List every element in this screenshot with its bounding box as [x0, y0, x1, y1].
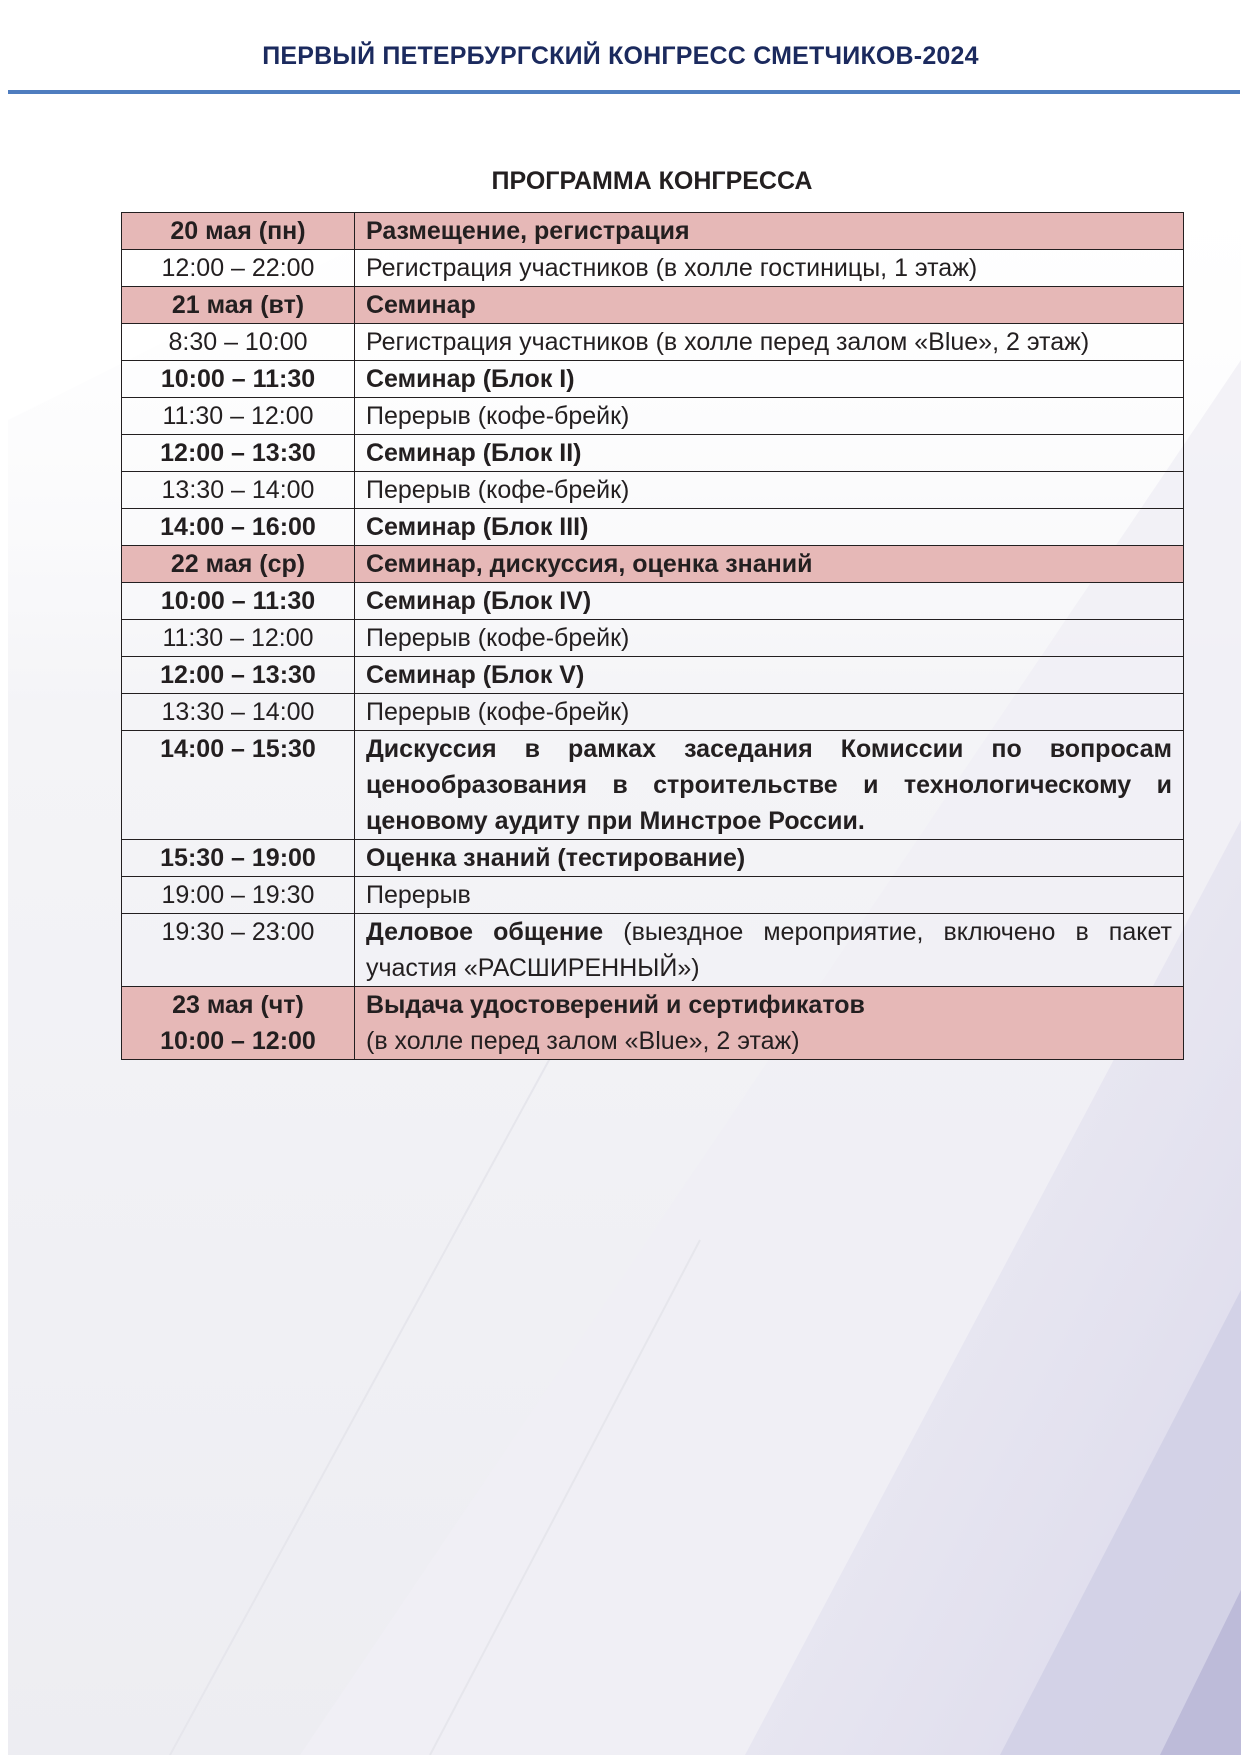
day-label: 23 мая (чт)	[172, 991, 304, 1019]
day-row	[122, 213, 1184, 250]
page-header-title: ПЕРВЫЙ ПЕТЕРБУРГСКИЙ КОНГРЕСС СМЕТЧИКОВ-2024	[262, 42, 979, 70]
day-row	[122, 287, 1184, 324]
day-cell: 20 мая (пн)	[122, 213, 355, 250]
time-cell: 12:00 – 13:30	[122, 435, 355, 472]
event-location: (в холле перед залом «Blue», 2 этаж)	[366, 1027, 800, 1055]
event-cell: Перерыв (кофе-брейк)	[355, 694, 1184, 731]
event-cell: Регистрация участников (в холле перед залом «Blue», 2 этаж)	[355, 324, 1184, 361]
time-cell: 13:30 – 14:00	[122, 472, 355, 509]
time-range: 10:00 – 12:00	[160, 1027, 316, 1055]
day-row	[122, 546, 1184, 583]
time-cell: 19:30 – 23:00	[122, 914, 355, 987]
table-row	[122, 361, 1184, 398]
time-cell: 10:00 – 11:30	[122, 361, 355, 398]
program-table	[121, 212, 1184, 1060]
event-cell: Семинар (Блок III)	[355, 509, 1184, 546]
event-cell: Перерыв (кофе-брейк)	[355, 398, 1184, 435]
time-cell: 19:00 – 19:30	[122, 877, 355, 914]
day-row	[122, 987, 1184, 1060]
page-header	[0, 0, 1241, 96]
time-cell: 11:30 – 12:00	[122, 620, 355, 657]
event-cell: Семинар (Блок IV)	[355, 583, 1184, 620]
day-cell: 22 мая (ср)	[122, 546, 355, 583]
event-note: (выездное мероприятие, включено в пакет участия «РАСШИРЕННЫЙ»)	[366, 918, 1172, 982]
table-row	[122, 620, 1184, 657]
table-row	[122, 472, 1184, 509]
table-row	[122, 250, 1184, 287]
day-cell	[122, 987, 355, 1060]
time-cell: 15:30 – 19:00	[122, 840, 355, 877]
event-cell: Семинар (Блок I)	[355, 361, 1184, 398]
time-cell: 14:00 – 16:00	[122, 509, 355, 546]
event-cell: Семинар (Блок V)	[355, 657, 1184, 694]
day-title-cell: Семинар	[355, 287, 1184, 324]
event-cell: Регистрация участников (в холле гостиницы, 1 этаж)	[355, 250, 1184, 287]
header-divider	[8, 90, 1240, 94]
day-title-cell	[355, 987, 1184, 1060]
table-row	[122, 657, 1184, 694]
time-cell: 11:30 – 12:00	[122, 398, 355, 435]
event-cell: Перерыв (кофе-брейк)	[355, 620, 1184, 657]
table-row	[122, 435, 1184, 472]
event-cell: Семинар (Блок II)	[355, 435, 1184, 472]
event-title: Выдача удостоверений и сертификатов	[366, 991, 865, 1019]
event-title: Деловое общение	[366, 918, 604, 946]
program-section	[121, 160, 1183, 1060]
table-row	[122, 877, 1184, 914]
time-cell: 14:00 – 15:30	[122, 731, 355, 840]
day-title-cell: Семинар, дискуссия, оценка знаний	[355, 546, 1184, 583]
table-row	[122, 509, 1184, 546]
event-cell: Дискуссия в рамках заседания Комиссии по вопросам ценообразования в строительстве и технологическому и ценовому аудиту при Минстрое России.	[355, 731, 1184, 840]
event-cell: Оценка знаний (тестирование)	[355, 840, 1184, 877]
time-cell: 12:00 – 13:30	[122, 657, 355, 694]
table-row	[122, 583, 1184, 620]
event-cell	[355, 914, 1184, 987]
program-title: ПРОГРАММА КОНГРЕССА	[491, 167, 813, 195]
time-cell: 13:30 – 14:00	[122, 694, 355, 731]
table-row	[122, 731, 1184, 840]
table-row	[122, 840, 1184, 877]
table-row	[122, 694, 1184, 731]
table-row	[122, 914, 1184, 987]
day-cell: 21 мая (вт)	[122, 287, 355, 324]
day-title-cell: Размещение, регистрация	[355, 213, 1184, 250]
event-cell: Перерыв	[355, 877, 1184, 914]
event-cell: Перерыв (кофе-брейк)	[355, 472, 1184, 509]
time-cell: 12:00 – 22:00	[122, 250, 355, 287]
time-cell: 10:00 – 11:30	[122, 583, 355, 620]
table-row	[122, 398, 1184, 435]
table-row	[122, 324, 1184, 361]
time-cell: 8:30 – 10:00	[122, 324, 355, 361]
